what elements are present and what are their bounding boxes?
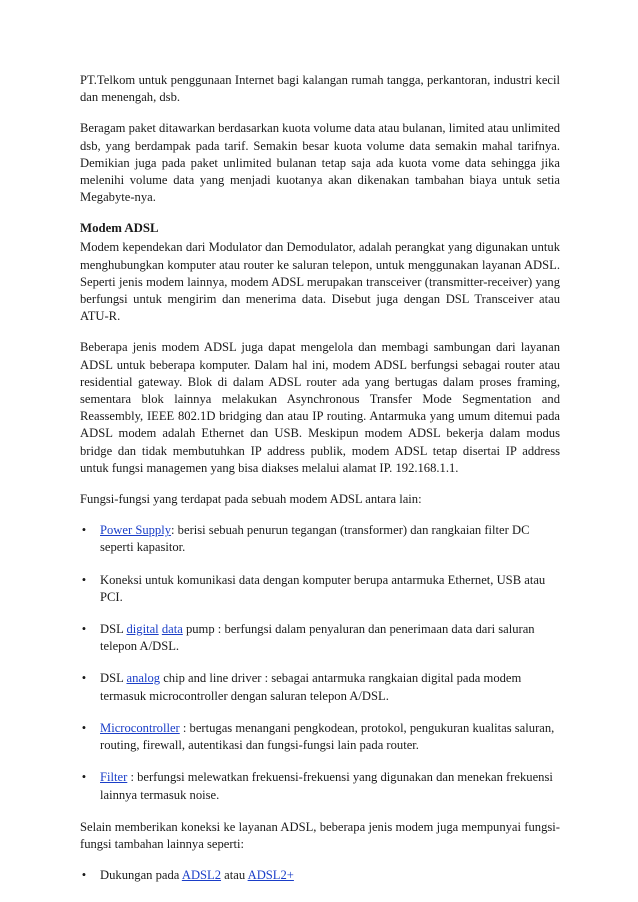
link-adsl2[interactable]: ADSL2 — [181, 868, 222, 883]
list-item-prefix: DSL — [100, 622, 127, 637]
bullet-icon: • — [81, 720, 87, 735]
list-item-power-supply — [80, 522, 560, 556]
list-item-microcontroller — [80, 720, 560, 754]
list-item-dukungan-adsl2 — [80, 867, 560, 884]
list-item-text: : bertugas menangani pengkodean, protokol, pengukuran kualitas saluran, routing, firewall, autentikasi dan fungsi-fungsi lain pada router. — [100, 720, 555, 753]
paragraph-telkom: PT.Telkom untuk penggunaan Internet bagi kalangan rumah tangga, perkantoran, industri kecil dan menengah, dsb. — [80, 73, 560, 105]
list-item-text: : berfungsi melewatkan frekuensi-frekuensi yang digunakan dan menekan frekuensi lainnya termasuk noise. — [100, 770, 553, 802]
bullet-icon: • — [81, 523, 87, 538]
paragraph-fungsi-tambahan: Selain memberikan koneksi ke layanan ADSL, beberapa jenis modem juga mempunyai fungsi-fungsi tambahan lainnya seperti: — [80, 819, 560, 851]
list-item-dsl-analog — [80, 670, 560, 704]
bullet-icon: • — [81, 622, 87, 637]
link-data[interactable]: data — [161, 622, 183, 637]
paragraph-modem-definition: Modem kependekan dari Modulator dan Demodulator, adalah perangkat yang digunakan untuk menghubungkan komputer atau router ke saluran telepon, untuk menggunakan layanan ADSL. Seperti jenis modem lainnya, modem ADSL merupakan transceiver (transmitter-receiver) yang berfungsi untuk mengirim dan menerima data. Disebut juga dengan DSL Transceiver atau ATU-R. — [80, 240, 560, 324]
list-item-filter — [80, 769, 560, 803]
list-item-koneksi — [80, 572, 560, 606]
list-item-prefix: Dukungan pada — [100, 868, 182, 883]
link-power-supply[interactable]: Power Supply — [100, 523, 172, 538]
list-item-prefix: DSL — [100, 671, 127, 686]
bullet-icon: • — [81, 572, 87, 587]
link-analog[interactable]: analog — [126, 671, 161, 686]
link-digital[interactable]: digital — [126, 622, 159, 637]
section-heading-modem-adsl: Modem ADSL — [80, 221, 159, 236]
bullet-icon: • — [81, 770, 87, 785]
list-item-text: : berisi sebuah penurun tegangan (transformer) dan rangkaian filter DC seperti kapasitor. — [100, 523, 530, 555]
link-filter[interactable]: Filter — [100, 770, 128, 785]
link-adsl2-plus[interactable]: ADSL2+ — [247, 868, 294, 883]
bullet-icon: • — [81, 671, 87, 686]
link-microcontroller[interactable]: Microcontroller — [100, 720, 180, 735]
list-item-text: Koneksi untuk komunikasi data dengan komputer berupa antarmuka Ethernet, USB atau PCI. — [100, 572, 546, 604]
list-item-separator: atau — [221, 868, 248, 883]
list-item-text: chip and line driver : sebagai antarmuka rangkaian digital pada modem termasuk microcontroller dengan saluran telepon A/DSL. — [100, 671, 522, 703]
paragraph-modem-router: Beberapa jenis modem ADSL juga dapat mengelola dan membagi sambungan dari layanan ADSL untuk beberapa komputer. Dalam hal ini, modem ADSL berfungsi sebagai router atau residential gateway. Blok di dalam ADSL router ada yang bertugas dalam proses framing, sementara blok lainnya melakukan Asynchronous Transfer Mode Segmentation and Reassembly, IEEE 802.1D bridging dan atau IP routing. Antarmuka yang umum ditemui pada ADSL modem adalah Ethernet dan USB. Meskipun modem ADSL bekerja dalam modus bridge dan tidak membutuhkan IP address publik, modem ADSL tetap disertai IP address untuk fungsi managemen yang bisa diakses melalui alamat IP. 192.168.1.1. — [80, 340, 560, 475]
list-item-dsl-digital — [80, 621, 560, 655]
paragraph-fungsi-intro: Fungsi-fungsi yang terdapat pada sebuah modem ADSL antara lain: — [80, 492, 422, 507]
bullet-icon: • — [81, 868, 87, 883]
list-item-text: pump : berfungsi dalam penyaluran dan penerimaan data dari saluran telepon A/DSL. — [100, 622, 535, 654]
paragraph-paket: Beragam paket ditawarkan berdasarkan kuota volume data atau bulanan, limited atau unlimited dsb, yang berdampak pada tarif. Semakin besar kuota volume data semakin mahal tarifnya. Demikian juga pada paket unlimited bulanan tetap saja ada kuota vome data sehingga jika melenihi volume data yang menjadi kuotanya akan dikenakan tambahan biaya untuk setia Megabyte-nya. — [80, 121, 560, 205]
